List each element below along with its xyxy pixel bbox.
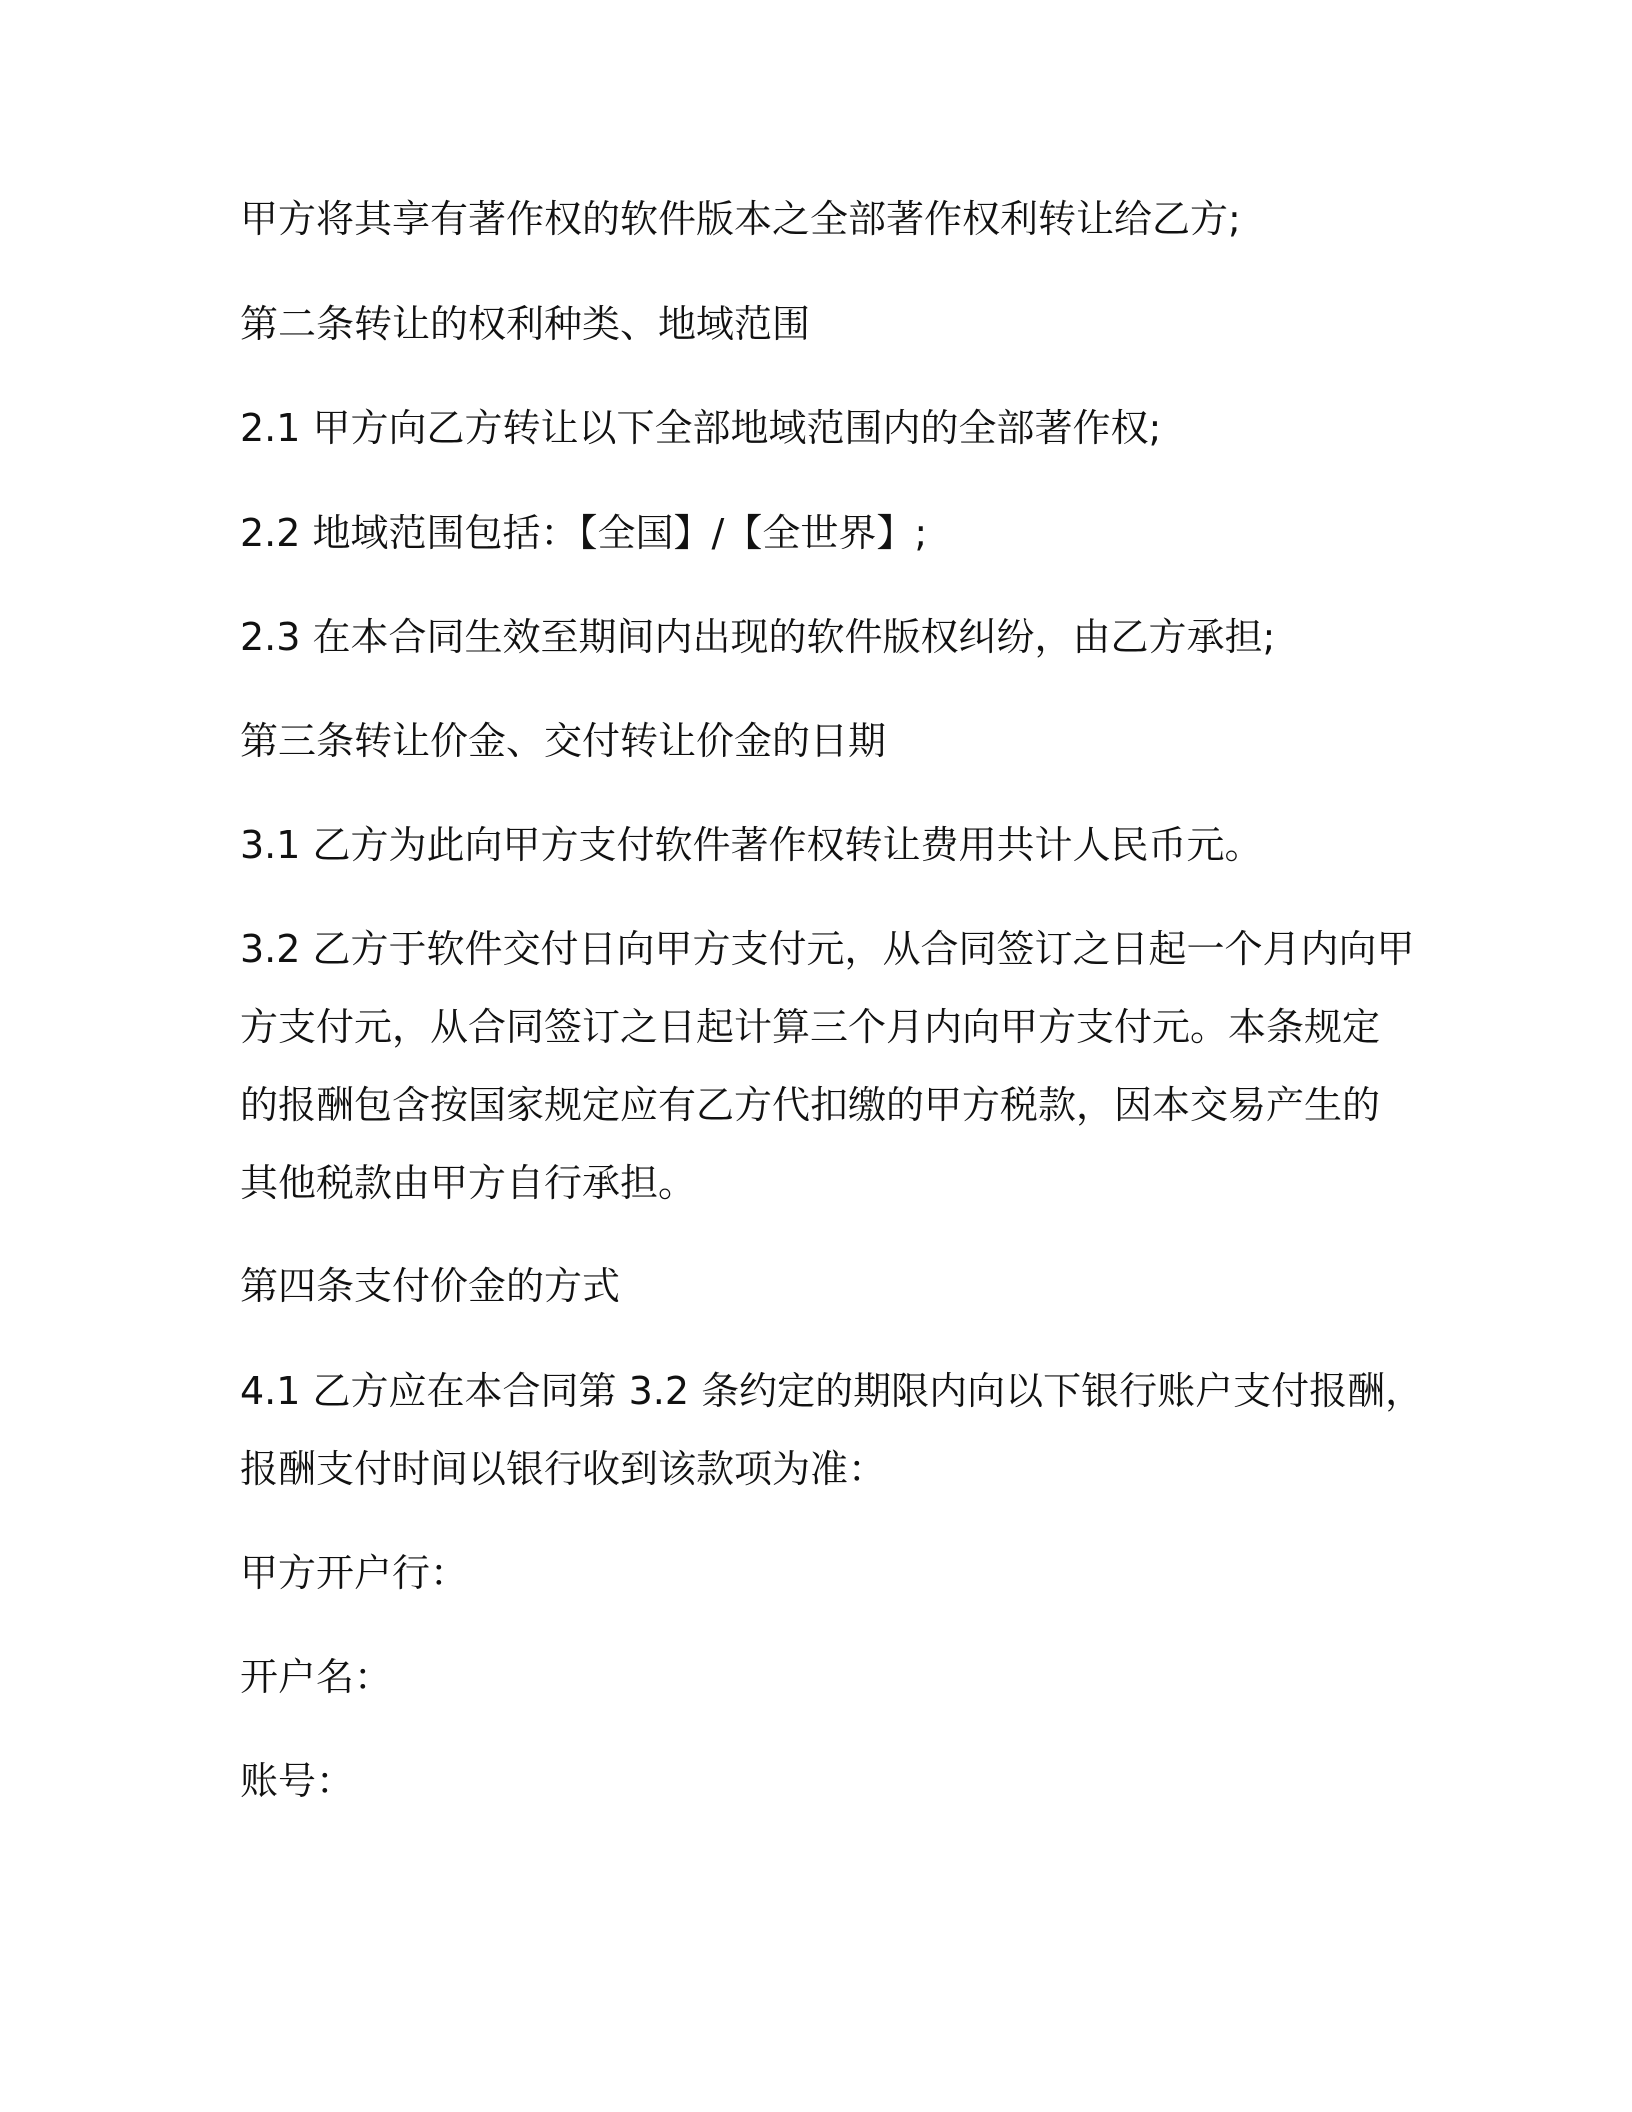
account-name-field <box>240 1638 1400 1716</box>
text-line: 4.1 乙方应在本合同第 3.2 条约定的期限内向以下银行账户支付报酬， <box>240 1369 1424 1413</box>
clause-2-2 <box>240 494 1400 572</box>
account-number-field <box>240 1742 1400 1820</box>
clause-2-1 <box>240 389 1400 467</box>
bank-name-field <box>240 1534 1400 1612</box>
clause-2-3 <box>240 598 1400 676</box>
text-line: 3.2 乙方于软件交付日向甲方支付元，从合同签订之日起一个月内向甲 <box>240 927 1415 971</box>
text-line: 甲方开户行： <box>240 1551 469 1595</box>
text-line: 第三条转让价金、交付转让价金的日期 <box>240 719 887 763</box>
clause-4-1 <box>240 1352 1424 1508</box>
text-line: 报酬支付时间以银行收到该款项为准： <box>240 1447 887 1491</box>
text-line: 的报酬包含按国家规定应有乙方代扣缴的甲方税款，因本交易产生的 <box>240 1083 1381 1127</box>
heading-article-3 <box>240 702 1400 780</box>
text-line: 开户名： <box>240 1655 393 1699</box>
text-line: 2.3 在本合同生效至期间内出现的软件版权纠纷，由乙方承担; <box>240 615 1276 659</box>
clause-3-1 <box>240 806 1400 884</box>
heading-article-2 <box>240 285 1400 363</box>
clause-3-2 <box>240 910 1415 1222</box>
heading-article-4 <box>240 1247 1400 1325</box>
text-line: 3.1 乙方为此向甲方支付软件著作权转让费用共计人民币元。 <box>240 823 1263 867</box>
text-line: 第二条转让的权利种类、地域范围 <box>240 302 811 346</box>
text-line: 账号： <box>240 1759 355 1803</box>
paragraph-transfer-statement <box>240 180 1400 258</box>
text-line: 2.1 甲方向乙方转让以下全部地域范围内的全部著作权; <box>240 406 1162 450</box>
text-line: 2.2 地域范围包括：【全国】/【全世界】; <box>240 511 928 555</box>
text-line: 第四条支付价金的方式 <box>240 1264 621 1308</box>
text-line: 甲方将其享有著作权的软件版本之全部著作权利转让给乙方; <box>240 197 1241 241</box>
text-line: 其他税款由甲方自行承担。 <box>240 1161 697 1205</box>
text-line: 方支付元，从合同签订之日起计算三个月内向甲方支付元。本条规定 <box>240 1005 1381 1049</box>
